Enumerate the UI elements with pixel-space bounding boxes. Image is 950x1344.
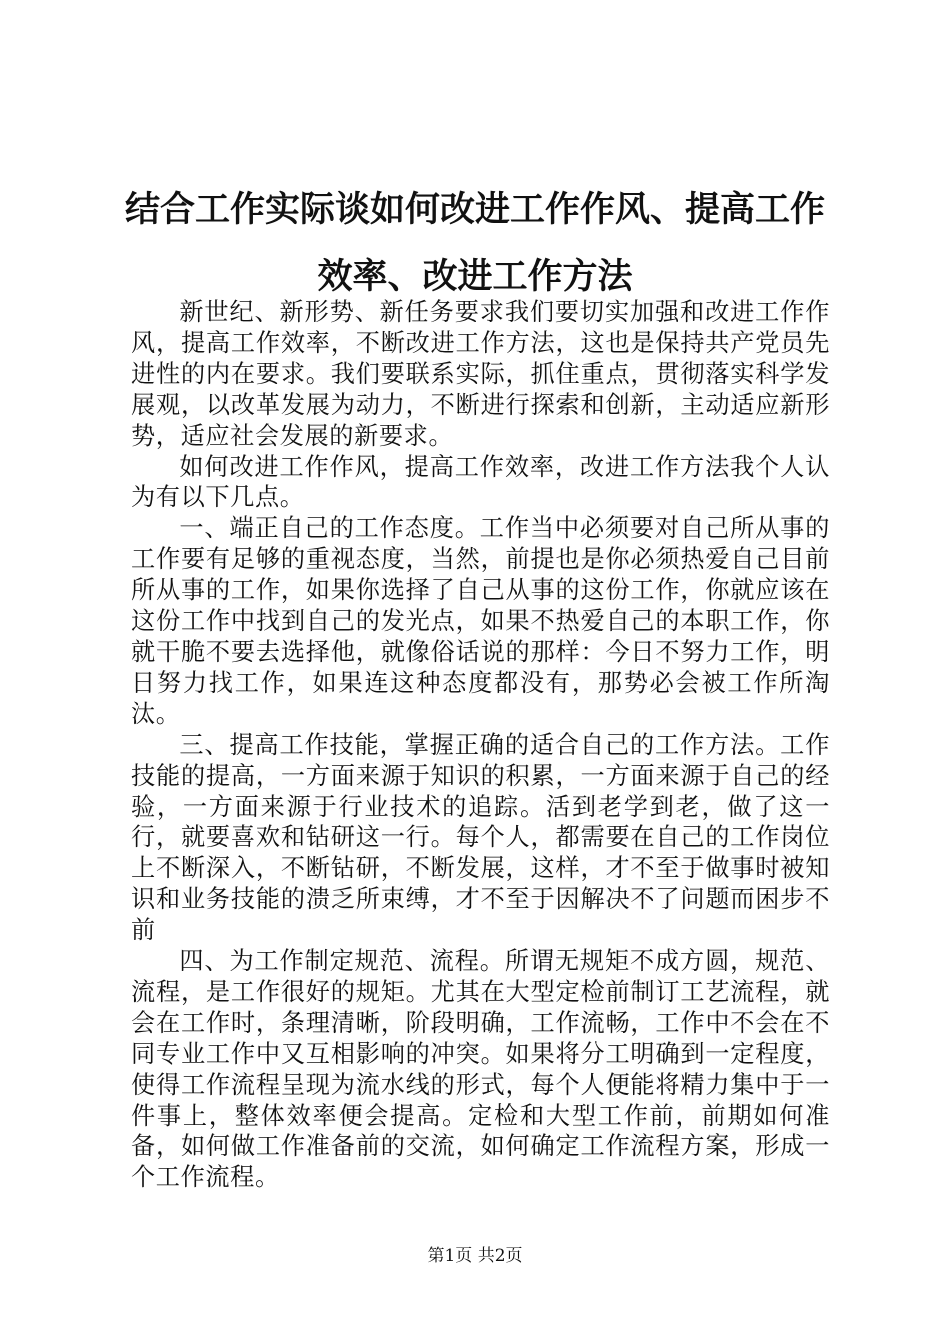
title-line-1: 结合工作实际谈如何改进工作作风、提高工作 xyxy=(124,189,825,230)
paragraph-point-1: 一、端正自己的工作态度。工作当中必须要对自己所从事的工作要有足够的重视态度，当然，前提也是你必须热爱自己目前所从事的工作，如果你选择了自己从事的这份工作，你就应该在这份工作中找到自己的发光点，如果不热爱自己的本职工作，你就干脆不要去选择他，就像俗话说的那样：今日不努力工作，明日努力找工作，如果连这种态度都没有，那势必会被工作所淘汰。 xyxy=(131,514,830,728)
page-footer xyxy=(0,1245,950,1267)
document-body xyxy=(131,297,830,1193)
paragraph-point-3: 三、提高工作技能，掌握正确的适合自己的工作方法。工作技能的提高，一方面来源于知识的积累，一方面来源于自己的经验，一方面来源于行业技术的追踪。活到老学到老，做了这一行，就要喜欢和钻研这一行。每个人，都需要在自己的工作岗位上不断深入，不断钻研，不断发展，这样，才不至于做事时被知识和业务技能的溃乏所束缚，才不至于因解决不了问题而困步不前 xyxy=(131,730,830,945)
page-number: 第1页 共2页 xyxy=(427,1246,523,1266)
title-line-2: 效率、改进工作方法 xyxy=(317,256,633,297)
paragraph-point-4: 四、为工作制定规范、流程。所谓无规矩不成方圆，规范、流程，是工作很好的规矩。尤其在大型定检前制订工艺流程，就会在工作时，条理清晰，阶段明确，工作流畅，工作中不会在不同专业工作中又互相影响的冲突。如果将分工明确到一定程度，使得工作流程呈现为流水线的形式，每个人便能将精力集中于一件事上，整体效率便会提高。定检和大型工作前，前期如何准备，如何做工作准备前的交流，如何确定工作流程方案，形成一个工作流程。 xyxy=(131,947,830,1192)
document-title xyxy=(110,176,840,310)
paragraph-overview: 如何改进工作作风，提高工作效率，改进工作方法我个人认为有以下几点。 xyxy=(131,452,830,512)
paragraph-intro: 新世纪、新形势、新任务要求我们要切实加强和改进工作作风，提高工作效率，不断改进工作方法，这也是保持共产党员先进性的内在要求。我们要联系实际，抓住重点，贯彻落实科学发展观，以改革发展为动力，不断进行探索和创新，主动适应新形势，适应社会发展的新要求。 xyxy=(131,298,830,450)
